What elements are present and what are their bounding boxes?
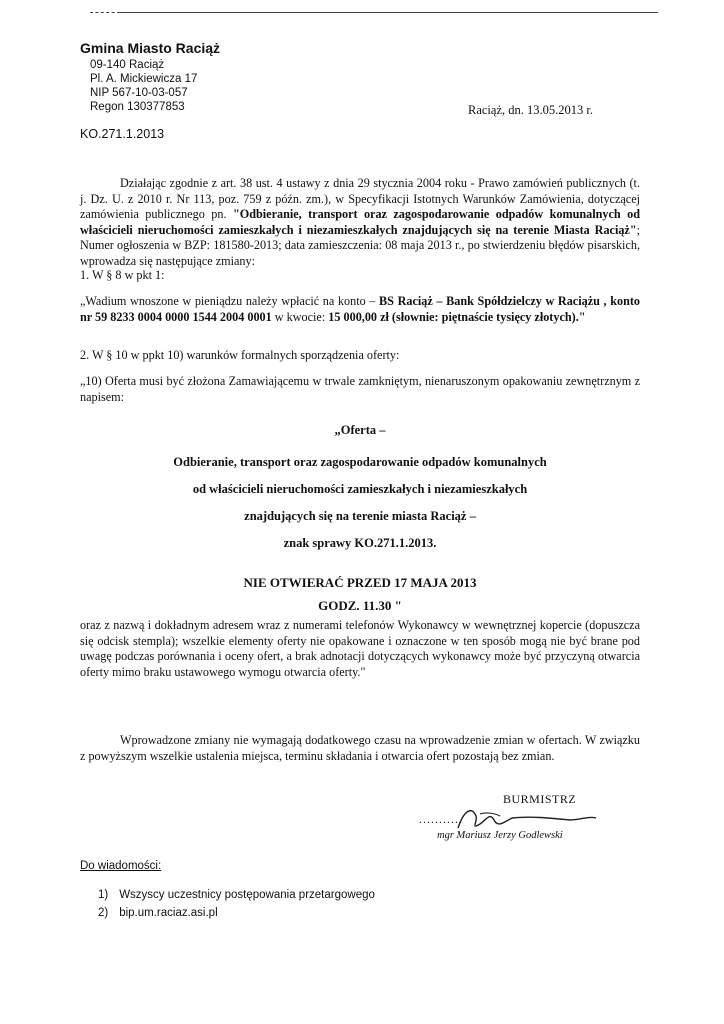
place-date: Raciąż, dn. 13.05.2013 r. [468, 103, 593, 117]
sender-block [80, 40, 220, 114]
signatory-name: mgr Mariusz Jerzy Godlewski [437, 830, 563, 841]
intro-text-end: ; Numer ogłoszenia w BZP: 181580-2013; data zamieszczenia: 08 maja 2013 r., po stwierdzeniu błędów pisarskich, wprowadza się następujące zmiany: [80, 222, 640, 268]
change-quote-1 [80, 294, 640, 325]
envelope-label-line: znak sprawy KO.271.1.2013. [283, 536, 437, 550]
org-name: Gmina Miasto Raciąż [80, 40, 221, 56]
change-item-2: 2. W § 10 w ppkt 10) warunków formalnych sporządzenia oferty: [80, 348, 400, 362]
closing-paragraph: Wprowadzone zmiany nie wymagają dodatkowego czasu na wprowadzenie zmian w ofertach. W związku z powyższym wszelkie ustalenia miejsca, terminu składania i otwarcia ofert pozostają bez zmian. [80, 733, 640, 763]
change-item-1: 1. W § 8 w pkt 1: [80, 268, 165, 282]
opening-hour: GODZ. 11.30 " [318, 598, 402, 613]
signature-dots: ........... [419, 812, 463, 826]
bank-account: BS Raciąż – Bank Spółdzielczy w Raciążu , konto nr 59 8233 0004 0000 1544 2004 0001 [80, 294, 640, 324]
deposit-amount: 15 000,00 zł (słownie: piętnaście tysięcy złotych)." [328, 309, 586, 324]
address-line: Regon 130377853 [90, 101, 185, 113]
recipient-item [98, 886, 375, 904]
envelope-instructions: oraz z nazwą i dokładnym adresem wraz z numerami telefonów Wykonawcy w wewnętrznej kopercie (dopuszcza się odcisk stempla); wszelkie elementy oferty nie opakowane i oznaczone w ten sposób mogą nie być brane pod uwagę podczas porównania i oceny ofert, a brak adnotacji dotyczących wykonawcy może być przyczyną otwarcia oferty mimo braku ustawowego wymogu otwarcia oferty." [80, 618, 640, 679]
tender-name: "Odbieranie, transport oraz zagospodarowanie odpadów komunalnych od właścicieli nieruchomości zamieszkałych i niezamieszkałych znajdujących się na terenie Miasta Raciąż" [80, 207, 640, 237]
address-line: NIP 567-10-03-057 [90, 87, 188, 99]
do-not-open-warning: NIE OTWIERAĆ PRZED 17 MAJA 2013 [243, 575, 477, 590]
envelope-label-line: Odbieranie, transport oraz zagospodarowanie odpadów komunalnych [173, 455, 547, 469]
recipients-block [80, 860, 375, 922]
quote-text: w kwocie: [274, 309, 326, 324]
address-line: Pl. A. Mickiewicza 17 [90, 73, 198, 85]
address-line: 09-140 Raciąż [90, 59, 165, 71]
change-quote-2: „10) Oferta musi być złożona Zamawiającemu w trwale zamkniętym, nienaruszonym opakowaniu zewnętrznym z napisem: [80, 374, 640, 404]
envelope-label-line: „Oferta – [334, 423, 386, 437]
reference-number: KO.271.1.2013 [80, 127, 165, 141]
signatory-title: BURMISTRZ [503, 792, 577, 806]
recipient-item [98, 904, 375, 922]
envelope-label-line: znajdujących się na terenie miasta Raciąż – [244, 509, 476, 523]
recipient-text: bip.um.raciaz.asi.pl [119, 907, 218, 919]
intro-text: Działając zgodnie z art. 38 ust. 4 ustawy z dnia 29 stycznia 2004 roku - Prawo zamówień publicznych (t. j. Dz. U. z 2010 r. Nr 113, poz. 759 z późn. zm.), w Specyfikacji Istotnych Warunków Zamówienia, dotyczącej zamówienia publicznego pn. [80, 176, 640, 221]
recipients-heading: Do wiadomości: [80, 860, 162, 872]
quote-text: „Wadium wnoszone w pieniądzu należy wpłacić na konto – [80, 294, 376, 308]
recipient-number: 2) [98, 907, 109, 919]
recipient-text: Wszyscy uczestnicy postępowania przetargowego [119, 889, 375, 901]
top-rule [118, 12, 658, 13]
envelope-label-line: od właścicieli nieruchomości zamieszkałych i niezamieszkałych [192, 482, 528, 496]
recipient-number: 1) [98, 889, 109, 901]
intro-paragraph [80, 176, 640, 269]
top-dashed-rule [90, 12, 120, 13]
